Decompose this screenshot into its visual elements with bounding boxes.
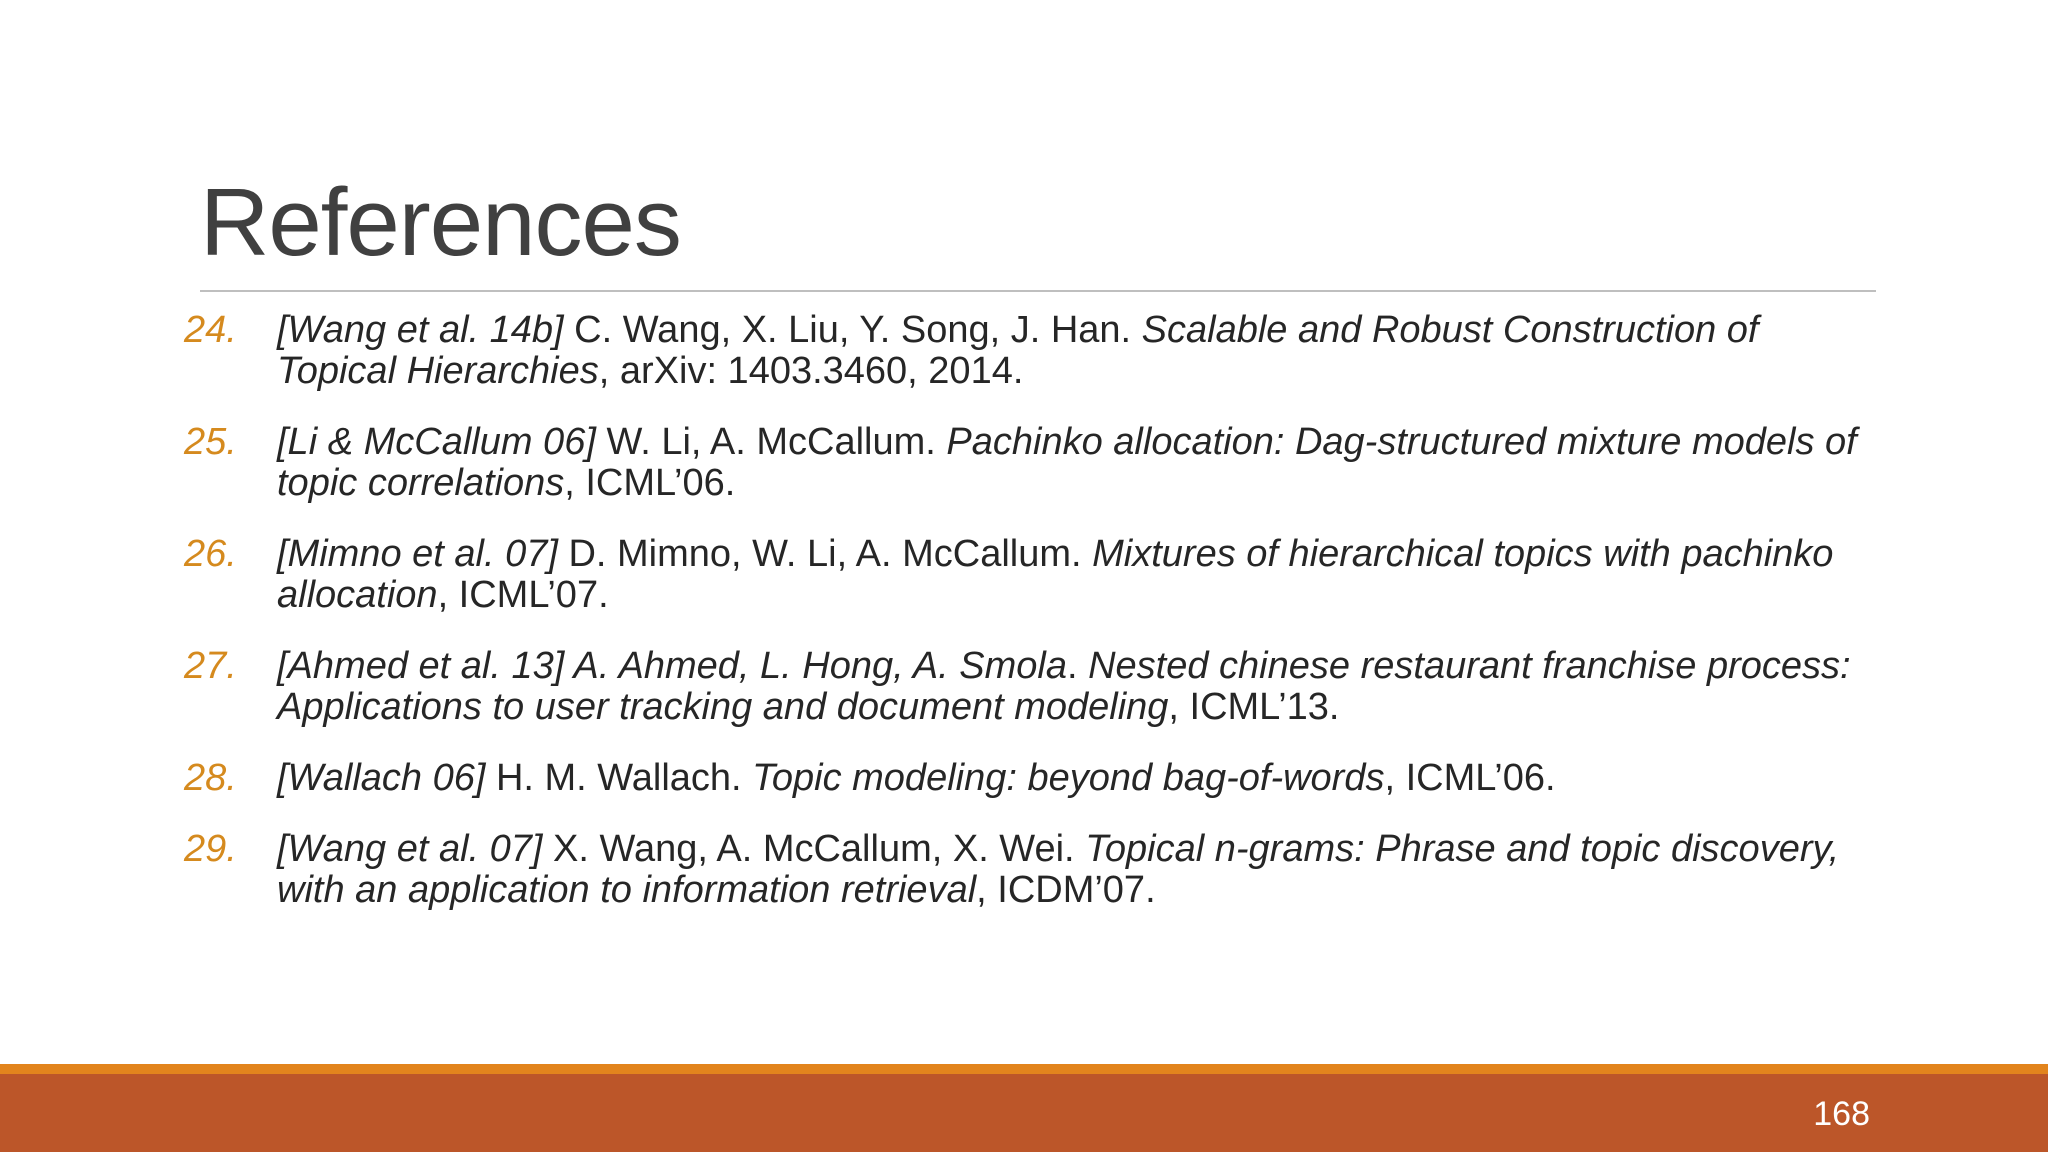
reference-title: Scalable and Robust Construction of Topical Hierarchies — [277, 309, 1759, 392]
reference-number: 29. — [184, 828, 237, 870]
title-divider — [200, 290, 1876, 292]
footer-accent-stripe — [0, 1064, 2048, 1074]
reference-authors: H. M. Wallach. — [485, 757, 753, 799]
reference-key: [Wang et al. 14b] — [277, 309, 564, 351]
slide-title: References — [200, 169, 681, 276]
reference-number: 26. — [184, 533, 237, 575]
reference-item — [180, 829, 1880, 911]
reference-item — [180, 534, 1880, 616]
reference-venue: , ICML’13. — [1168, 686, 1340, 728]
reference-number: 25. — [184, 421, 237, 463]
page-number: 168 — [1813, 1095, 1870, 1133]
reference-number: 24. — [184, 309, 237, 351]
reference-venue: , ICML’06. — [1384, 757, 1556, 799]
reference-key: [Li & McCallum 06] — [277, 421, 596, 463]
reference-key: [Wallach 06] — [277, 757, 486, 799]
reference-title: Topic modeling: beyond bag-of-words — [752, 757, 1385, 799]
reference-authors: X. Wang, A. McCallum, X. Wei. — [542, 828, 1086, 870]
reference-key: [Wang et al. 07] — [277, 828, 543, 870]
reference-number: 27. — [184, 645, 237, 687]
reference-item — [180, 646, 1880, 728]
reference-item — [180, 422, 1880, 504]
reference-title: Mixtures of hierarchical topics with pachinko allocation — [277, 533, 1834, 616]
reference-number: 28. — [184, 757, 237, 799]
reference-key: [Mimno et al. 07] — [277, 533, 558, 575]
reference-authors: . — [1066, 645, 1089, 687]
reference-authors: C. Wang, X. Liu, Y. Song, J. Han. — [563, 309, 1142, 351]
reference-venue: , ICML’06. — [564, 462, 736, 504]
reference-title: Pachinko allocation: Dag-structured mixture models of topic correlations — [277, 421, 1857, 504]
reference-title: Nested chinese restaurant franchise process: Applications to user tracking and document modeling — [277, 645, 1851, 728]
reference-list — [180, 310, 1880, 941]
reference-authors: D. Mimno, W. Li, A. McCallum. — [557, 533, 1093, 575]
reference-item — [180, 310, 1880, 392]
reference-authors: W. Li, A. McCallum. — [595, 421, 947, 463]
reference-key: [Ahmed et al. 13] A. Ahmed, L. Hong, A. Smola — [277, 645, 1067, 687]
reference-item — [180, 758, 1880, 799]
reference-title: Topical n-grams: Phrase and topic discovery, with an application to information retrieval — [277, 828, 1840, 911]
reference-venue: , ICDM’07. — [976, 869, 1156, 911]
reference-venue: , ICML’07. — [437, 574, 609, 616]
footer-bar — [0, 1074, 2048, 1152]
reference-venue: , arXiv: 1403.3460, 2014. — [598, 350, 1024, 392]
